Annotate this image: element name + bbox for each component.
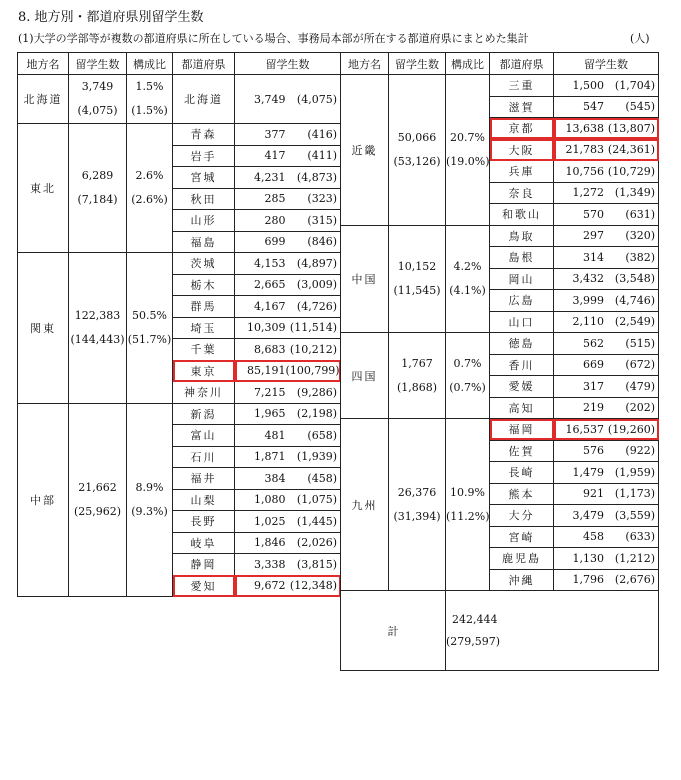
prefecture-name: 神奈川 bbox=[173, 382, 235, 404]
region-name: 中部 bbox=[18, 403, 69, 597]
prefecture-value: 10,309 bbox=[247, 321, 286, 335]
prefecture-name: 広島 bbox=[490, 290, 554, 312]
prefecture-students bbox=[554, 268, 659, 290]
prefecture-name: 三重 bbox=[490, 75, 554, 97]
prefecture-value: 280 bbox=[264, 213, 286, 227]
prefecture-name: 福岡 bbox=[490, 419, 554, 441]
prefecture-prev: (631) bbox=[625, 207, 655, 221]
prefecture-name: 福島 bbox=[173, 231, 235, 253]
prefecture-students bbox=[235, 532, 341, 554]
prefecture-name: 佐賀 bbox=[490, 440, 554, 462]
region-ratio bbox=[127, 253, 173, 404]
col-header-ratio: 構成比 bbox=[446, 53, 490, 75]
prefecture-name: 新潟 bbox=[173, 403, 235, 425]
prefecture-prev: (416) bbox=[307, 127, 337, 141]
region-ratio-prev: (11.2%) bbox=[446, 509, 490, 523]
prefecture-prev: (545) bbox=[625, 100, 655, 114]
prefecture-students bbox=[235, 317, 341, 339]
prefecture-name: 千葉 bbox=[173, 339, 235, 361]
region-ratio bbox=[446, 333, 490, 419]
region-ratio bbox=[127, 75, 173, 124]
prefecture-prev: (411) bbox=[307, 149, 337, 163]
prefecture-name: 秋田 bbox=[173, 188, 235, 210]
prefecture-name: 岩手 bbox=[173, 145, 235, 167]
region-students-value: 10,152 bbox=[397, 259, 437, 273]
prefecture-name: 山口 bbox=[490, 311, 554, 333]
prefecture-students bbox=[554, 354, 659, 376]
prefecture-name: 大分 bbox=[490, 505, 554, 527]
prefecture-students bbox=[554, 462, 659, 484]
prefecture-prev: (323) bbox=[307, 192, 337, 206]
region-ratio-prev: (51.7%) bbox=[127, 332, 172, 346]
prefecture-value: 1,500 bbox=[572, 78, 605, 92]
prefecture-value: 1,272 bbox=[572, 186, 605, 200]
prefecture-prev: (10,212) bbox=[289, 342, 337, 356]
prefecture-students bbox=[235, 253, 341, 275]
prefecture-students bbox=[235, 554, 341, 576]
prefecture-prev: (4,746) bbox=[614, 293, 655, 307]
region-name: 近畿 bbox=[341, 75, 389, 226]
prefecture-name: 滋賀 bbox=[490, 96, 554, 118]
region-students-prev: (25,962) bbox=[73, 504, 122, 518]
prefecture-prev: (1,939) bbox=[296, 450, 337, 464]
table-row bbox=[341, 225, 659, 247]
prefecture-students bbox=[554, 526, 659, 548]
region-students bbox=[389, 333, 446, 419]
prefecture-name: 石川 bbox=[173, 446, 235, 468]
col-header-students: 留学生数 bbox=[69, 53, 127, 75]
prefecture-name: 長崎 bbox=[490, 462, 554, 484]
region-ratio bbox=[127, 124, 173, 253]
prefecture-prev: (1,959) bbox=[614, 465, 655, 479]
prefecture-prev: (13,807) bbox=[607, 121, 655, 135]
prefecture-value: 481 bbox=[264, 428, 286, 442]
prefecture-name: 岡山 bbox=[490, 268, 554, 290]
prefecture-students bbox=[554, 139, 659, 161]
prefecture-name: 鹿児島 bbox=[490, 548, 554, 570]
prefecture-value: 576 bbox=[583, 444, 605, 458]
region-ratio-value: 2.6% bbox=[135, 169, 164, 182]
region-students-value: 21,662 bbox=[78, 480, 117, 494]
prefecture-prev: (515) bbox=[625, 336, 655, 350]
region-students-value: 6,289 bbox=[81, 169, 114, 182]
prefecture-name: 群馬 bbox=[173, 296, 235, 318]
prefecture-prev: (4,726) bbox=[296, 299, 337, 313]
prefecture-value: 10,756 bbox=[565, 164, 605, 178]
prefecture-value: 3,432 bbox=[572, 272, 605, 286]
prefecture-value: 285 bbox=[264, 192, 286, 206]
prefecture-prev: (12,348) bbox=[289, 579, 337, 593]
prefecture-name: 京都 bbox=[490, 118, 554, 140]
prefecture-prev: (1,704) bbox=[614, 78, 655, 92]
region-name: 四国 bbox=[341, 333, 389, 419]
region-ratio-prev: (1.5%) bbox=[131, 104, 168, 117]
table-row bbox=[341, 75, 659, 97]
prefecture-prev: (3,548) bbox=[614, 272, 655, 286]
region-ratio bbox=[446, 419, 490, 591]
prefecture-students bbox=[554, 161, 659, 183]
prefecture-value: 417 bbox=[264, 149, 286, 163]
prefecture-name: 島根 bbox=[490, 247, 554, 269]
right-table bbox=[340, 52, 659, 671]
prefecture-prev: (4,897) bbox=[296, 256, 337, 270]
col-header-students: 留学生数 bbox=[389, 53, 446, 75]
prefecture-students bbox=[235, 296, 341, 318]
prefecture-students bbox=[235, 188, 341, 210]
region-students-prev: (144,443) bbox=[70, 332, 125, 346]
region-ratio-prev: (4.1%) bbox=[449, 283, 486, 297]
prefecture-value: 384 bbox=[264, 471, 286, 485]
prefecture-students bbox=[235, 403, 341, 425]
region-ratio bbox=[446, 75, 490, 226]
prefecture-students bbox=[554, 96, 659, 118]
prefecture-value: 3,479 bbox=[572, 508, 605, 522]
region-students bbox=[69, 253, 127, 404]
prefecture-name: 熊本 bbox=[490, 483, 554, 505]
region-students-value: 26,376 bbox=[397, 485, 437, 499]
prefecture-name: 富山 bbox=[173, 425, 235, 447]
prefecture-value: 8,683 bbox=[254, 342, 286, 356]
prefecture-prev: (2,549) bbox=[614, 315, 655, 329]
prefecture-students bbox=[235, 382, 341, 404]
col-header-prefecture: 都道府県 bbox=[490, 53, 554, 75]
prefecture-value: 297 bbox=[583, 229, 605, 243]
prefecture-prev: (922) bbox=[625, 444, 655, 458]
prefecture-students bbox=[554, 290, 659, 312]
region-students-value: 3,749 bbox=[81, 80, 114, 93]
prefecture-students bbox=[554, 440, 659, 462]
prefecture-prev: (4,873) bbox=[296, 170, 337, 184]
prefecture-prev: (1,349) bbox=[614, 186, 655, 200]
prefecture-name: 茨城 bbox=[173, 253, 235, 275]
prefecture-prev: (10,729) bbox=[607, 164, 655, 178]
prefecture-prev: (320) bbox=[625, 229, 655, 243]
prefecture-students bbox=[235, 210, 341, 232]
prefecture-prev: (315) bbox=[307, 213, 337, 227]
page-subtitle: (1)大学の学部等が複数の都道府県に所在している場合、事務局本部が所在する都道府県にまとめた集計 bbox=[18, 32, 529, 45]
region-ratio-value: 8.9% bbox=[135, 480, 164, 494]
prefecture-value: 3,338 bbox=[254, 557, 286, 571]
region-name: 北海道 bbox=[18, 75, 69, 124]
prefecture-prev: (846) bbox=[307, 235, 337, 249]
prefecture-students bbox=[235, 274, 341, 296]
prefecture-name: 愛媛 bbox=[490, 376, 554, 398]
prefecture-prev: (1,445) bbox=[296, 514, 337, 528]
prefecture-prev: (202) bbox=[625, 401, 655, 415]
table-row bbox=[18, 75, 341, 124]
prefecture-value: 9,672 bbox=[254, 579, 286, 593]
region-students bbox=[389, 419, 446, 591]
prefecture-students bbox=[554, 182, 659, 204]
prefecture-value: 219 bbox=[583, 401, 605, 415]
prefecture-value: 1,080 bbox=[254, 493, 286, 507]
region-name: 東北 bbox=[18, 124, 69, 253]
prefecture-name: 埼玉 bbox=[173, 317, 235, 339]
prefecture-name: 宮崎 bbox=[490, 526, 554, 548]
prefecture-name: 岐阜 bbox=[173, 532, 235, 554]
prefecture-students bbox=[235, 468, 341, 490]
prefecture-value: 4,167 bbox=[254, 299, 286, 313]
region-students-value: 122,383 bbox=[74, 308, 121, 322]
region-students-prev: (4,075) bbox=[77, 104, 118, 117]
prefecture-name: 福井 bbox=[173, 468, 235, 490]
prefecture-name: 沖縄 bbox=[490, 569, 554, 591]
region-name: 関東 bbox=[18, 253, 69, 404]
prefecture-prev: (1,075) bbox=[296, 493, 337, 507]
prefecture-students bbox=[554, 397, 659, 419]
col-header-pref-students: 留学生数 bbox=[554, 53, 659, 75]
prefecture-value: 85,191 bbox=[247, 364, 286, 378]
prefecture-value: 1,025 bbox=[254, 514, 286, 528]
region-students-value: 50,066 bbox=[397, 130, 437, 144]
prefecture-students bbox=[554, 483, 659, 505]
prefecture-students bbox=[554, 333, 659, 355]
prefecture-value: 3,749 bbox=[254, 92, 286, 106]
region-ratio-value: 50.5% bbox=[132, 308, 167, 322]
prefecture-value: 16,537 bbox=[565, 422, 605, 436]
prefecture-value: 4,231 bbox=[254, 170, 286, 184]
prefecture-name: 山形 bbox=[173, 210, 235, 232]
prefecture-name: 長野 bbox=[173, 511, 235, 533]
prefecture-prev: (100,799) bbox=[285, 364, 340, 378]
prefecture-value: 317 bbox=[583, 379, 605, 393]
total-row bbox=[341, 591, 659, 671]
prefecture-value: 1,479 bbox=[572, 465, 605, 479]
prefecture-prev: (1,212) bbox=[614, 551, 655, 565]
prefecture-prev: (672) bbox=[625, 358, 655, 372]
table-row bbox=[341, 419, 659, 441]
prefecture-name: 鳥取 bbox=[490, 225, 554, 247]
prefecture-prev: (479) bbox=[625, 379, 655, 393]
total-value bbox=[446, 591, 659, 671]
prefecture-students bbox=[235, 575, 341, 597]
prefecture-name: 兵庫 bbox=[490, 161, 554, 183]
prefecture-name: 栃木 bbox=[173, 274, 235, 296]
region-students-value: 1,767 bbox=[401, 356, 433, 370]
region-ratio bbox=[446, 225, 490, 333]
prefecture-prev: (4,075) bbox=[296, 92, 337, 106]
prefecture-prev: (9,286) bbox=[296, 385, 337, 399]
prefecture-name: 大阪 bbox=[490, 139, 554, 161]
region-students bbox=[69, 124, 127, 253]
region-ratio-value: 0.7% bbox=[453, 356, 482, 370]
prefecture-prev: (382) bbox=[625, 250, 655, 264]
region-ratio-prev: (19.0%) bbox=[446, 154, 490, 168]
prefecture-value: 4,153 bbox=[254, 256, 286, 270]
prefecture-prev: (2,198) bbox=[296, 407, 337, 421]
region-students bbox=[69, 403, 127, 597]
prefecture-value: 1,965 bbox=[254, 407, 286, 421]
prefecture-name: 奈良 bbox=[490, 182, 554, 204]
col-header-region: 地方名 bbox=[18, 53, 69, 75]
prefecture-value: 377 bbox=[264, 127, 286, 141]
prefecture-students bbox=[554, 75, 659, 97]
prefecture-value: 1,796 bbox=[572, 573, 605, 587]
prefecture-students bbox=[554, 376, 659, 398]
region-students-prev: (31,394) bbox=[393, 509, 441, 523]
prefecture-students bbox=[235, 489, 341, 511]
total-students-prev: (279,597) bbox=[446, 634, 501, 648]
region-name: 中国 bbox=[341, 225, 389, 333]
prefecture-value: 562 bbox=[583, 336, 605, 350]
prefecture-value: 921 bbox=[583, 487, 605, 501]
region-ratio-prev: (2.6%) bbox=[131, 193, 168, 206]
prefecture-students bbox=[554, 225, 659, 247]
prefecture-value: 21,783 bbox=[565, 143, 605, 157]
left-table bbox=[17, 52, 341, 597]
prefecture-prev: (11,514) bbox=[289, 321, 337, 335]
prefecture-students bbox=[554, 548, 659, 570]
prefecture-prev: (3,559) bbox=[614, 508, 655, 522]
prefecture-name: 山梨 bbox=[173, 489, 235, 511]
region-students bbox=[389, 225, 446, 333]
prefecture-students bbox=[554, 247, 659, 269]
region-ratio bbox=[127, 403, 173, 597]
prefecture-students bbox=[554, 204, 659, 226]
col-header-prefecture: 都道府県 bbox=[173, 53, 235, 75]
prefecture-name: 徳島 bbox=[490, 333, 554, 355]
prefecture-prev: (2,026) bbox=[296, 536, 337, 550]
prefecture-value: 1,846 bbox=[254, 536, 286, 550]
total-students: 242,444 bbox=[452, 612, 498, 626]
region-ratio-value: 20.7% bbox=[450, 130, 485, 144]
prefecture-name: 東京 bbox=[173, 360, 235, 382]
region-ratio-prev: (0.7%) bbox=[449, 380, 486, 394]
watermark-area bbox=[490, 713, 681, 780]
total-label: 計 bbox=[341, 591, 446, 671]
prefecture-prev: (24,361) bbox=[607, 143, 655, 157]
prefecture-prev: (658) bbox=[307, 428, 337, 442]
prefecture-name: 北海道 bbox=[173, 75, 235, 124]
region-ratio-value: 1.5% bbox=[135, 80, 164, 93]
prefecture-name: 愛知 bbox=[173, 575, 235, 597]
col-header-pref-students: 留学生数 bbox=[235, 53, 341, 75]
prefecture-prev: (3,815) bbox=[296, 557, 337, 571]
prefecture-students bbox=[235, 75, 341, 124]
prefecture-value: 570 bbox=[583, 207, 605, 221]
prefecture-students bbox=[235, 339, 341, 361]
prefecture-students bbox=[554, 118, 659, 140]
prefecture-students bbox=[235, 231, 341, 253]
prefecture-value: 3,999 bbox=[572, 293, 605, 307]
table-row bbox=[18, 253, 341, 275]
prefecture-value: 458 bbox=[583, 530, 605, 544]
prefecture-value: 547 bbox=[583, 100, 605, 114]
page-title: 8. 地方別・都道府県別留学生数 bbox=[18, 10, 204, 25]
prefecture-value: 1,871 bbox=[254, 450, 286, 464]
prefecture-students bbox=[235, 425, 341, 447]
prefecture-prev: (633) bbox=[625, 530, 655, 544]
col-header-region: 地方名 bbox=[341, 53, 389, 75]
prefecture-value: 699 bbox=[264, 235, 286, 249]
region-students-prev: (53,126) bbox=[393, 154, 441, 168]
unit-label: (人) bbox=[630, 32, 650, 45]
prefecture-students bbox=[235, 145, 341, 167]
prefecture-students bbox=[235, 511, 341, 533]
prefecture-students bbox=[554, 505, 659, 527]
prefecture-value: 2,110 bbox=[572, 315, 605, 329]
prefecture-value: 13,638 bbox=[565, 121, 605, 135]
prefecture-name: 宮城 bbox=[173, 167, 235, 189]
prefecture-students bbox=[235, 360, 341, 382]
col-header-ratio: 構成比 bbox=[127, 53, 173, 75]
region-students-prev: (1,868) bbox=[396, 380, 438, 394]
prefecture-students bbox=[235, 124, 341, 146]
prefecture-students bbox=[235, 446, 341, 468]
prefecture-students bbox=[235, 167, 341, 189]
prefecture-value: 314 bbox=[583, 250, 605, 264]
prefecture-prev: (2,676) bbox=[614, 573, 655, 587]
prefecture-value: 7,215 bbox=[254, 385, 286, 399]
prefecture-name: 高知 bbox=[490, 397, 554, 419]
region-ratio-value: 4.2% bbox=[453, 259, 482, 273]
prefecture-prev: (19,260) bbox=[607, 422, 655, 436]
table-row bbox=[18, 124, 341, 146]
table-row bbox=[18, 403, 341, 425]
prefecture-students bbox=[554, 419, 659, 441]
prefecture-name: 青森 bbox=[173, 124, 235, 146]
region-students bbox=[389, 75, 446, 226]
region-ratio-prev: (9.3%) bbox=[131, 504, 168, 518]
region-name: 九州 bbox=[341, 419, 389, 591]
prefecture-prev: (3,009) bbox=[296, 278, 337, 292]
prefecture-prev: (1,173) bbox=[614, 487, 655, 501]
prefecture-students bbox=[554, 569, 659, 591]
table-row bbox=[341, 333, 659, 355]
prefecture-students bbox=[554, 311, 659, 333]
prefecture-value: 1,130 bbox=[572, 551, 605, 565]
region-ratio-value: 10.9% bbox=[450, 485, 485, 499]
prefecture-value: 2,665 bbox=[254, 278, 286, 292]
prefecture-value: 669 bbox=[583, 358, 605, 372]
prefecture-name: 静岡 bbox=[173, 554, 235, 576]
region-students bbox=[69, 75, 127, 124]
prefecture-name: 和歌山 bbox=[490, 204, 554, 226]
prefecture-prev: (458) bbox=[307, 471, 337, 485]
prefecture-name: 香川 bbox=[490, 354, 554, 376]
region-students-prev: (7,184) bbox=[77, 193, 118, 206]
region-students-prev: (11,545) bbox=[393, 283, 441, 297]
